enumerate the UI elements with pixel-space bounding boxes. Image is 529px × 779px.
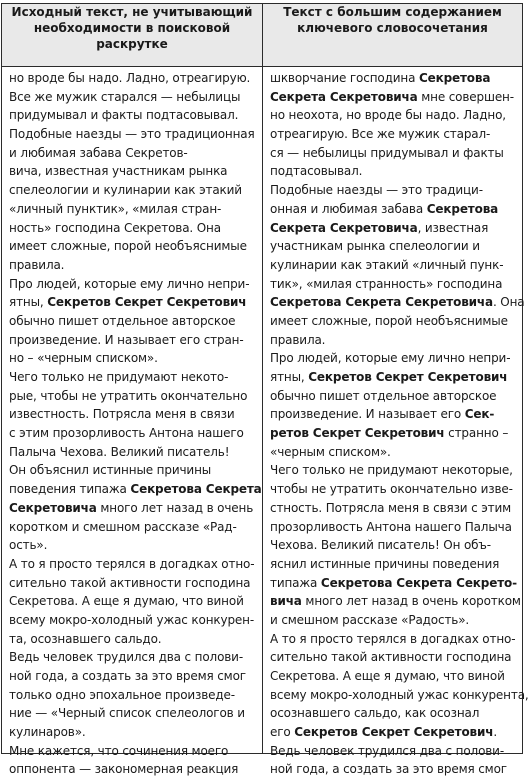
- text-segment: ятны,: [9, 295, 48, 310]
- text-segment: много лет назад в очень коротком: [301, 594, 521, 609]
- text-segment: А то я просто терялся в догадках отно-: [270, 631, 516, 646]
- text-segment: Ведь человек трудился два с полови-: [270, 743, 505, 758]
- text-segment: обычно пишет отдельное авторское: [9, 313, 236, 328]
- text-segment: ной года, а создать за это время смог: [9, 669, 246, 683]
- text-line: [9, 592, 257, 611]
- text-segment: Чего только не придумают некото-: [9, 370, 229, 384]
- keyword-rich-text: [263, 67, 529, 779]
- text-segment: кулинаров».: [9, 725, 86, 740]
- text-line: [270, 387, 517, 406]
- text-segment: вича, известная участникам рынка: [9, 164, 228, 179]
- text-line: [270, 704, 517, 723]
- text-line: [9, 88, 257, 107]
- text-segment: и любимая забава Секретов-: [9, 145, 188, 160]
- text-segment: но – «черным списком».: [9, 351, 158, 366]
- left-header-line: необходимости в поисковой: [33, 21, 231, 35]
- text-line: [9, 518, 257, 537]
- text-line: [270, 723, 517, 742]
- text-segment: произведение. И называет его: [270, 407, 465, 422]
- text-segment: имеет сложные, порой необъяснимые: [9, 239, 247, 254]
- text-segment: Подобные наезды — это традици-: [270, 183, 483, 198]
- left-header-line: Исходный текст, не учитывающий: [11, 5, 253, 19]
- text-line: [270, 611, 517, 630]
- text-line: [270, 331, 517, 350]
- text-line: [9, 237, 257, 256]
- text-segment: онная и любимая забава: [270, 201, 427, 216]
- text-segment: ной года, а создать за это время смог: [270, 762, 507, 777]
- text-segment: Чего только не придумают некоторые,: [270, 463, 513, 478]
- right-header-line: Текст с большим содержанием: [283, 5, 502, 19]
- keyword-phrase: Секрета Секретовича: [270, 220, 418, 235]
- text-line: [270, 144, 517, 163]
- text-segment: .: [493, 725, 498, 740]
- text-segment: всему мокро-холодный ужас конкурен-: [9, 612, 255, 627]
- text-line: [270, 219, 517, 238]
- keyword-phrase: Секретов Секрет Секретович: [294, 725, 494, 740]
- text-segment: рые, чтобы не утратить окончательно: [9, 388, 248, 403]
- keyword-phrase: Секретов Секрет Секретович: [47, 295, 247, 310]
- text-line: [270, 106, 517, 125]
- text-segment: Все же мужик старался — небылицы: [9, 89, 241, 104]
- text-segment: «черным списком».: [270, 444, 391, 459]
- text-line: [270, 275, 517, 294]
- text-segment: но вроде бы надо. Ладно, отреагирую.: [9, 71, 251, 85]
- keyword-phrase: Секретова: [426, 201, 499, 216]
- text-line: [9, 256, 257, 275]
- text-line: [270, 760, 517, 779]
- text-line: [9, 106, 257, 125]
- text-segment: Подобные наезды — это традиционная: [9, 127, 255, 142]
- text-line: [9, 387, 257, 406]
- text-segment: Про людей, которые ему лично непри-: [270, 351, 511, 366]
- text-segment: мне совершен-: [417, 89, 514, 104]
- keyword-phrase: Сек-: [464, 407, 495, 422]
- text-segment: спелеологии и кулинарии как этакий: [9, 183, 242, 198]
- text-segment: подтасовывал.: [270, 164, 363, 179]
- text-line: [270, 480, 517, 499]
- text-line: [270, 592, 521, 611]
- body-row: [2, 67, 523, 754]
- text-segment: чтобы не утратить окончательно изве-: [270, 482, 513, 497]
- text-segment: только одно эпохальное произведе-: [9, 687, 235, 702]
- text-line: [9, 461, 257, 480]
- text-segment: обычно пишет отдельное авторское: [270, 388, 497, 403]
- text-segment: яснил истинные причины поведения: [270, 556, 500, 571]
- text-line: [270, 293, 525, 312]
- text-line: [9, 125, 257, 144]
- text-segment: с этим прозорливость Антона нашего: [9, 426, 244, 441]
- text-segment: А то я просто терялся в догадках отно-: [9, 556, 255, 571]
- text-segment: ность» господина Секретова. Она: [9, 220, 221, 235]
- text-segment: . Она: [492, 295, 525, 310]
- text-segment: но неохота, но вроде бы надо. Ладно,: [270, 108, 506, 123]
- text-segment: и смешном рассказе «Радость».: [270, 612, 470, 627]
- left-column-cell: [2, 67, 263, 777]
- text-line: [9, 368, 257, 387]
- text-line: [270, 499, 517, 518]
- text-line: [9, 536, 257, 555]
- keyword-phrase: Секретов Секрет Секретович: [308, 370, 508, 384]
- text-line: [9, 331, 257, 350]
- text-line: [270, 443, 517, 462]
- keyword-phrase: вича: [270, 594, 302, 609]
- text-line: [270, 69, 517, 88]
- keyword-phrase: Секретова Секрета Секрето-: [320, 575, 517, 590]
- text-line: [9, 69, 257, 88]
- text-line: [9, 144, 257, 163]
- text-line: [270, 648, 517, 667]
- text-line: [9, 574, 257, 593]
- text-line: [270, 162, 517, 181]
- text-line: [9, 499, 257, 518]
- text-segment: Про людей, которые ему лично непри-: [9, 276, 250, 291]
- text-segment: поведения типажа: [9, 482, 131, 497]
- text-segment: участникам рынка спелеологии и: [270, 239, 480, 254]
- text-line: [270, 405, 517, 424]
- text-line: [9, 667, 257, 686]
- text-line: [9, 424, 257, 443]
- text-line: [9, 686, 257, 705]
- text-segment: Он объяснил истинные причины: [9, 463, 212, 478]
- text-segment: сительно такой активности господина: [270, 650, 512, 665]
- text-segment: шкворчание господина: [270, 71, 419, 85]
- text-line: [9, 312, 257, 331]
- text-line: [270, 125, 517, 144]
- text-segment: ние — «Черный список спелеологов и: [9, 706, 245, 721]
- text-segment: стность. Потрясла меня в связи с этим: [270, 500, 512, 515]
- text-segment: известность. Потрясла меня в связи: [9, 407, 235, 422]
- text-segment: придумывал и факты подтасовывал.: [9, 108, 239, 123]
- text-line: [270, 349, 517, 368]
- text-line: [270, 312, 517, 331]
- text-line: [270, 630, 517, 649]
- right-header-line: ключевого словосочетания: [297, 21, 488, 35]
- text-line: [270, 88, 517, 107]
- text-line: [270, 237, 517, 256]
- text-segment: та, осознавшего сальдо.: [9, 631, 162, 646]
- text-segment: ятны,: [270, 370, 309, 384]
- text-segment: всему мокро-холодный ужас конкурента,: [270, 687, 529, 702]
- text-segment: прозорливость Антона нашего Палыча: [270, 519, 512, 534]
- right-column-header: [263, 4, 523, 67]
- text-line: [9, 293, 257, 312]
- left-column-header: [2, 4, 263, 67]
- text-segment: его: [270, 725, 295, 740]
- text-segment: коротком и смешном рассказе «Рад-: [9, 519, 237, 534]
- text-segment: отреагирую. Все же мужик старал-: [270, 127, 491, 142]
- text-segment: Мне кажется, что сочинения моего: [9, 743, 229, 758]
- text-segment: Секретова. А еще я думаю, что виной: [9, 594, 244, 609]
- text-line: [9, 162, 257, 181]
- text-segment: типажа: [270, 575, 321, 590]
- text-segment: имеет сложные, порой необъяснимые: [270, 313, 508, 328]
- text-line: [9, 181, 257, 200]
- text-segment: Палыча Чехова. Великий писатель!: [9, 444, 230, 459]
- text-segment: Ведь человек трудился два с полови-: [9, 650, 244, 665]
- text-line: [270, 555, 517, 574]
- text-line: [9, 723, 257, 742]
- text-line: [270, 461, 517, 480]
- text-segment: тик», «милая странность» господина: [270, 276, 503, 291]
- text-line: [9, 611, 257, 630]
- text-line: [9, 630, 257, 649]
- keyword-phrase: Секретова Секрета Секретовича: [270, 295, 493, 310]
- text-line: [270, 368, 517, 387]
- comparison-table: [1, 3, 529, 777]
- text-line: [9, 555, 257, 574]
- keyword-phrase: ретов Секрет Секретович: [270, 426, 445, 441]
- text-segment: произведение. И называет его стран-: [9, 332, 244, 347]
- text-segment: , известная: [417, 220, 489, 235]
- text-line: [9, 405, 257, 424]
- text-line: [9, 742, 257, 761]
- left-header-line: раскрутке: [96, 37, 168, 51]
- text-segment: Секретова. А еще я думаю, что виной: [270, 669, 505, 683]
- text-line: [9, 480, 262, 499]
- keyword-phrase: Секретовича: [9, 500, 97, 515]
- text-line: [9, 275, 257, 294]
- text-segment: правила.: [270, 332, 326, 347]
- text-line: [9, 648, 257, 667]
- text-segment: кулинарии как этакий «личный пунк-: [270, 257, 504, 272]
- text-line: [9, 443, 257, 462]
- text-line: [270, 742, 517, 761]
- text-line: [9, 704, 257, 723]
- text-line: [270, 200, 517, 219]
- text-line: [270, 424, 517, 443]
- text-segment: «личный пунктик», «милая стран-: [9, 201, 222, 216]
- text-segment: сительно такой активности господина: [9, 575, 251, 590]
- text-segment: осознавшего сальдо, как осознал: [270, 706, 480, 721]
- text-segment: странно –: [444, 426, 509, 441]
- text-segment: ся — небылицы придумывал и факты: [270, 145, 504, 160]
- text-line: [270, 518, 517, 537]
- header-row: [2, 4, 523, 67]
- text-line: [270, 536, 517, 555]
- text-line: [270, 256, 517, 275]
- text-line: [9, 219, 257, 238]
- original-text: [2, 67, 262, 779]
- keyword-phrase: Секрета Секретовича: [270, 89, 418, 104]
- text-segment: много лет назад в очень: [96, 500, 254, 515]
- text-line: [9, 200, 257, 219]
- keyword-phrase: Секретова: [418, 71, 491, 85]
- keyword-phrase: Секретова Секрета: [130, 482, 262, 497]
- text-line: [9, 760, 257, 779]
- text-segment: оппонента — закономерная реакция: [9, 762, 239, 777]
- text-line: [270, 574, 517, 593]
- text-segment: правила.: [9, 257, 65, 272]
- text-segment: Чехова. Великий писатель! Он объ-: [270, 538, 491, 553]
- right-column-cell: [263, 67, 529, 777]
- text-segment: ость».: [9, 538, 48, 553]
- text-line: [9, 349, 257, 368]
- text-line: [270, 181, 517, 200]
- text-line: [270, 686, 529, 705]
- text-line: [270, 667, 517, 686]
